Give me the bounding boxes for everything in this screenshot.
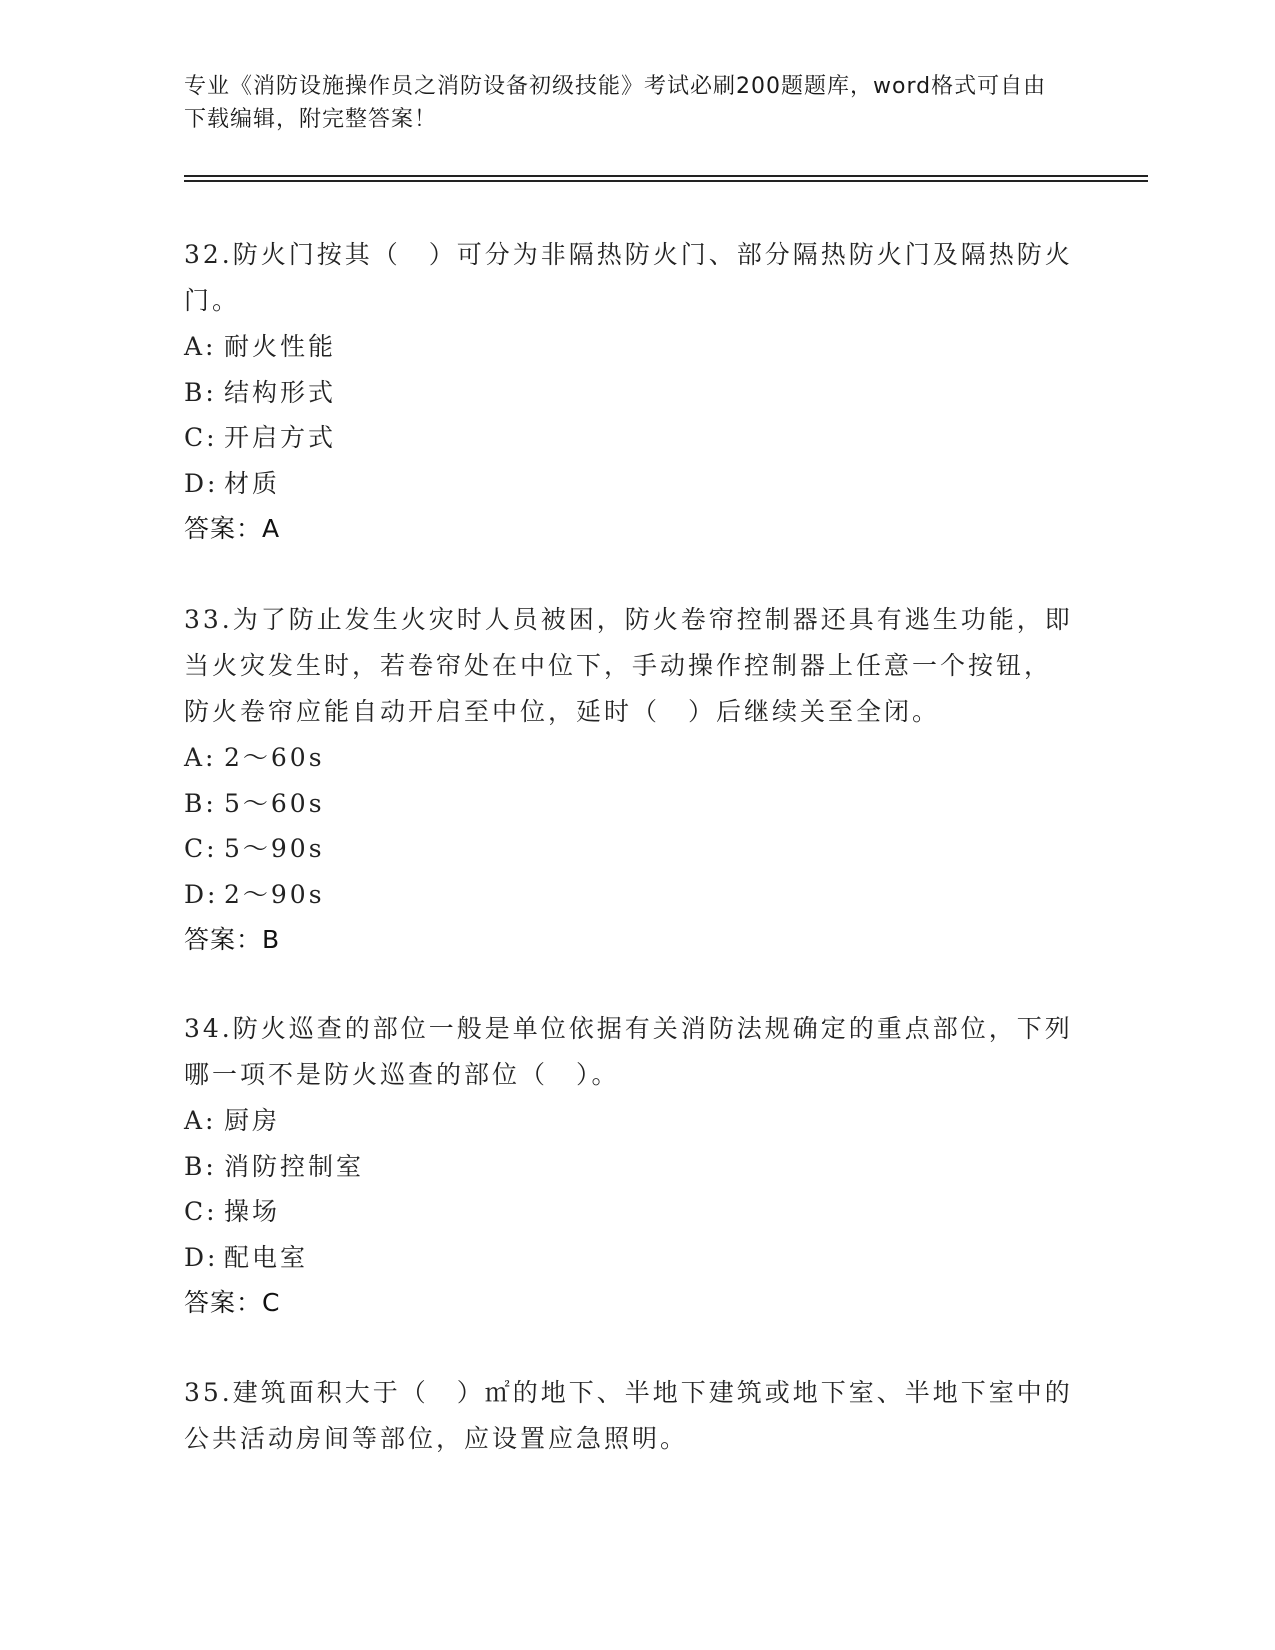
option-text: 结构形式 — [224, 377, 337, 407]
option-text: 2～60s — [224, 743, 325, 772]
option-a — [184, 1098, 1074, 1144]
option-key: C: — [184, 1197, 218, 1226]
option-key: A: — [184, 743, 217, 772]
document-header: 专业《消防设施操作员之消防设备初级技能》考试必刷200题题库，word格式可自由下载编辑，附完整答案！ — [184, 74, 1047, 132]
header-divider-top — [184, 175, 1148, 177]
question-34 — [184, 1006, 1074, 1326]
question-stem: 33.为了防止发生火灾时人员被困，防火卷帘控制器还具有逃生功能，即当火灾发生时，若卷帘处在中位下，手动操作控制器上任意一个按钮，防火卷帘应能自动开启至中位，延时（ ）后继续关至全闭。 — [184, 605, 1073, 726]
option-key: B: — [184, 788, 217, 818]
option-d — [184, 872, 1074, 918]
option-text: 厨房 — [224, 1106, 281, 1135]
option-text: 5～90s — [224, 834, 325, 863]
option-key: D: — [184, 468, 219, 498]
option-key: D: — [184, 879, 219, 909]
option-text: 消防控制室 — [224, 1151, 365, 1181]
option-key: D: — [184, 1242, 219, 1272]
option-key: C: — [184, 423, 218, 452]
question-35 — [184, 1370, 1074, 1462]
option-d — [184, 1235, 1074, 1281]
option-text: 耐火性能 — [224, 332, 337, 361]
question-stem: 34.防火巡查的部位一般是单位依据有关消防法规确定的重点部位，下列哪一项不是防火巡查的部位（ ）。 — [184, 1014, 1073, 1089]
option-text: 材质 — [224, 468, 281, 498]
option-text: 5～60s — [224, 788, 325, 818]
option-key: B: — [184, 377, 217, 407]
option-key: A: — [184, 332, 217, 361]
option-text: 操场 — [224, 1197, 281, 1226]
answer-line: 答案：A — [184, 514, 281, 543]
option-c — [184, 826, 1074, 872]
header-divider-bottom — [184, 180, 1148, 182]
option-key: B: — [184, 1151, 217, 1181]
option-c — [184, 1189, 1074, 1235]
option-text: 2～90s — [224, 879, 325, 909]
question-stem: 35.建筑面积大于（ ）㎡的地下、半地下建筑或地下室、半地下室中的公共活动房间等部位，应设置应急照明。 — [184, 1378, 1073, 1453]
option-b — [184, 781, 1074, 827]
option-a — [184, 324, 1074, 370]
answer-line: 答案：C — [184, 1288, 281, 1317]
answer-line: 答案：B — [184, 925, 281, 954]
option-a — [184, 735, 1074, 781]
option-b — [184, 1144, 1074, 1190]
question-33 — [184, 597, 1074, 963]
option-c — [184, 415, 1074, 461]
question-stem: 32.防火门按其（ ）可分为非隔热防火门、部分隔热防火门及隔热防火门。 — [184, 240, 1073, 315]
option-b — [184, 370, 1074, 416]
option-text: 开启方式 — [224, 423, 337, 452]
option-key: A: — [184, 1106, 217, 1135]
option-text: 配电室 — [224, 1242, 309, 1272]
question-32 — [184, 232, 1074, 552]
option-key: C: — [184, 834, 218, 863]
option-d — [184, 461, 1074, 507]
